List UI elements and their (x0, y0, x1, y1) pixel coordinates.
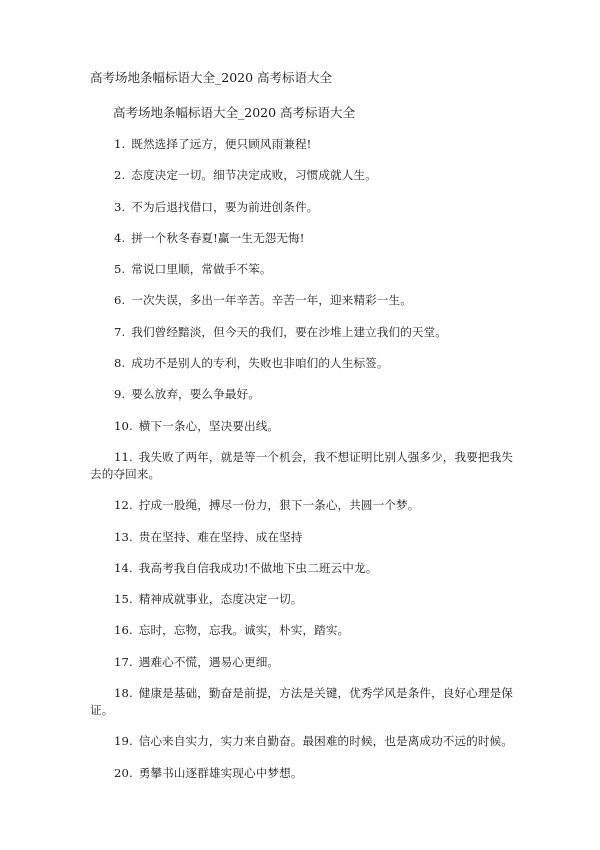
item-text: 我失败了两年，就是等一个机会，我不想证明比别人强多少，我要把我失去的夺回来。 (90, 449, 513, 481)
list-item (90, 136, 522, 153)
list-item (90, 292, 522, 309)
list-item (90, 733, 522, 750)
item-text: 精神成就事业，态度决定一切。 (138, 592, 303, 607)
item-text: 要么放弃，要么争最好。 (131, 387, 260, 402)
list-item (90, 167, 522, 184)
item-text: 态度决定一切。细节决定成败，习惯成就人生。 (131, 168, 377, 183)
item-text: 不为后退找借口，要为前进创条件。 (131, 199, 319, 214)
item-text: 贵在坚持、难在坚持、成在坚持 (138, 529, 303, 544)
list-item (90, 261, 522, 278)
item-text: 拼一个秋冬春夏!赢一生无怨无悔! (131, 230, 305, 245)
list-item (90, 355, 522, 372)
item-number: 13. (114, 529, 133, 544)
item-number: 18. (114, 686, 133, 701)
item-number: 9. (114, 387, 126, 402)
item-number: 16. (114, 623, 133, 638)
item-text: 既然选择了远方，便只顾风雨兼程! (131, 137, 312, 151)
item-text: 健康是基础，勤奋是前提，方法是关键，优秀学风是条件，良好心理是保证。 (90, 686, 513, 718)
item-number: 17. (114, 654, 133, 669)
item-number: 10. (114, 418, 133, 433)
item-number: 7. (114, 324, 126, 339)
list-item (90, 529, 522, 546)
item-number: 11. (114, 449, 133, 464)
item-number: 19. (114, 734, 133, 749)
item-text: 信心来自实力，实力来自勤奋。最困难的时候，也是离成功不远的时候。 (138, 734, 513, 749)
document-title: 高考场地条幅标语大全_2020 高考标语大全 (90, 70, 333, 85)
list-item (90, 230, 522, 247)
item-text: 一次失误，多出一年辛苦。辛苦一年，迎来精彩一生。 (131, 293, 412, 308)
document-subtitle: 高考场地条幅标语大全_2020 高考标语大全 (113, 105, 356, 120)
item-text: 勇攀书山逐群雄实现心中梦想。 (138, 765, 303, 780)
slogan-list (90, 136, 522, 796)
item-text: 我们曾经黯淡，但今天的我们，要在沙堆上建立我们的天堂。 (131, 324, 447, 339)
list-item (90, 591, 522, 608)
item-number: 8. (114, 356, 126, 371)
item-text: 我高考我自信我成功!不做地下虫二班云中龙。 (138, 560, 378, 575)
item-number: 1. (114, 137, 126, 151)
list-item (90, 497, 522, 514)
item-text: 遇难心不慌，遇易心更细。 (138, 654, 280, 669)
item-text: 横下一条心，坚决要出线。 (138, 418, 280, 433)
list-item (90, 324, 522, 341)
list-item (90, 418, 522, 435)
list-item (90, 386, 522, 403)
item-number: 14. (114, 560, 133, 575)
list-item (90, 560, 522, 577)
item-number: 15. (114, 592, 133, 607)
item-text: 忘时，忘物，忘我。诚实，朴实，踏实。 (138, 623, 350, 638)
list-item (90, 765, 522, 782)
list-item (90, 449, 522, 483)
item-text: 成功不是别人的专利，失败也非咱们的人生标签。 (131, 356, 389, 371)
item-number: 12. (114, 498, 133, 513)
item-number: 4. (114, 230, 126, 245)
item-number: 6. (114, 293, 126, 308)
item-number: 5. (114, 262, 126, 277)
list-item (90, 622, 522, 639)
item-number: 20. (114, 765, 133, 780)
item-text: 拧成一股绳，搏尽一份力，狠下一条心，共圆一个梦。 (138, 498, 420, 513)
list-item (90, 199, 522, 216)
item-text: 常说口里顺，常做手不笨。 (131, 262, 272, 277)
item-number: 3. (114, 199, 126, 214)
list-item (90, 654, 522, 671)
item-number: 2. (114, 168, 126, 183)
list-item (90, 685, 522, 719)
